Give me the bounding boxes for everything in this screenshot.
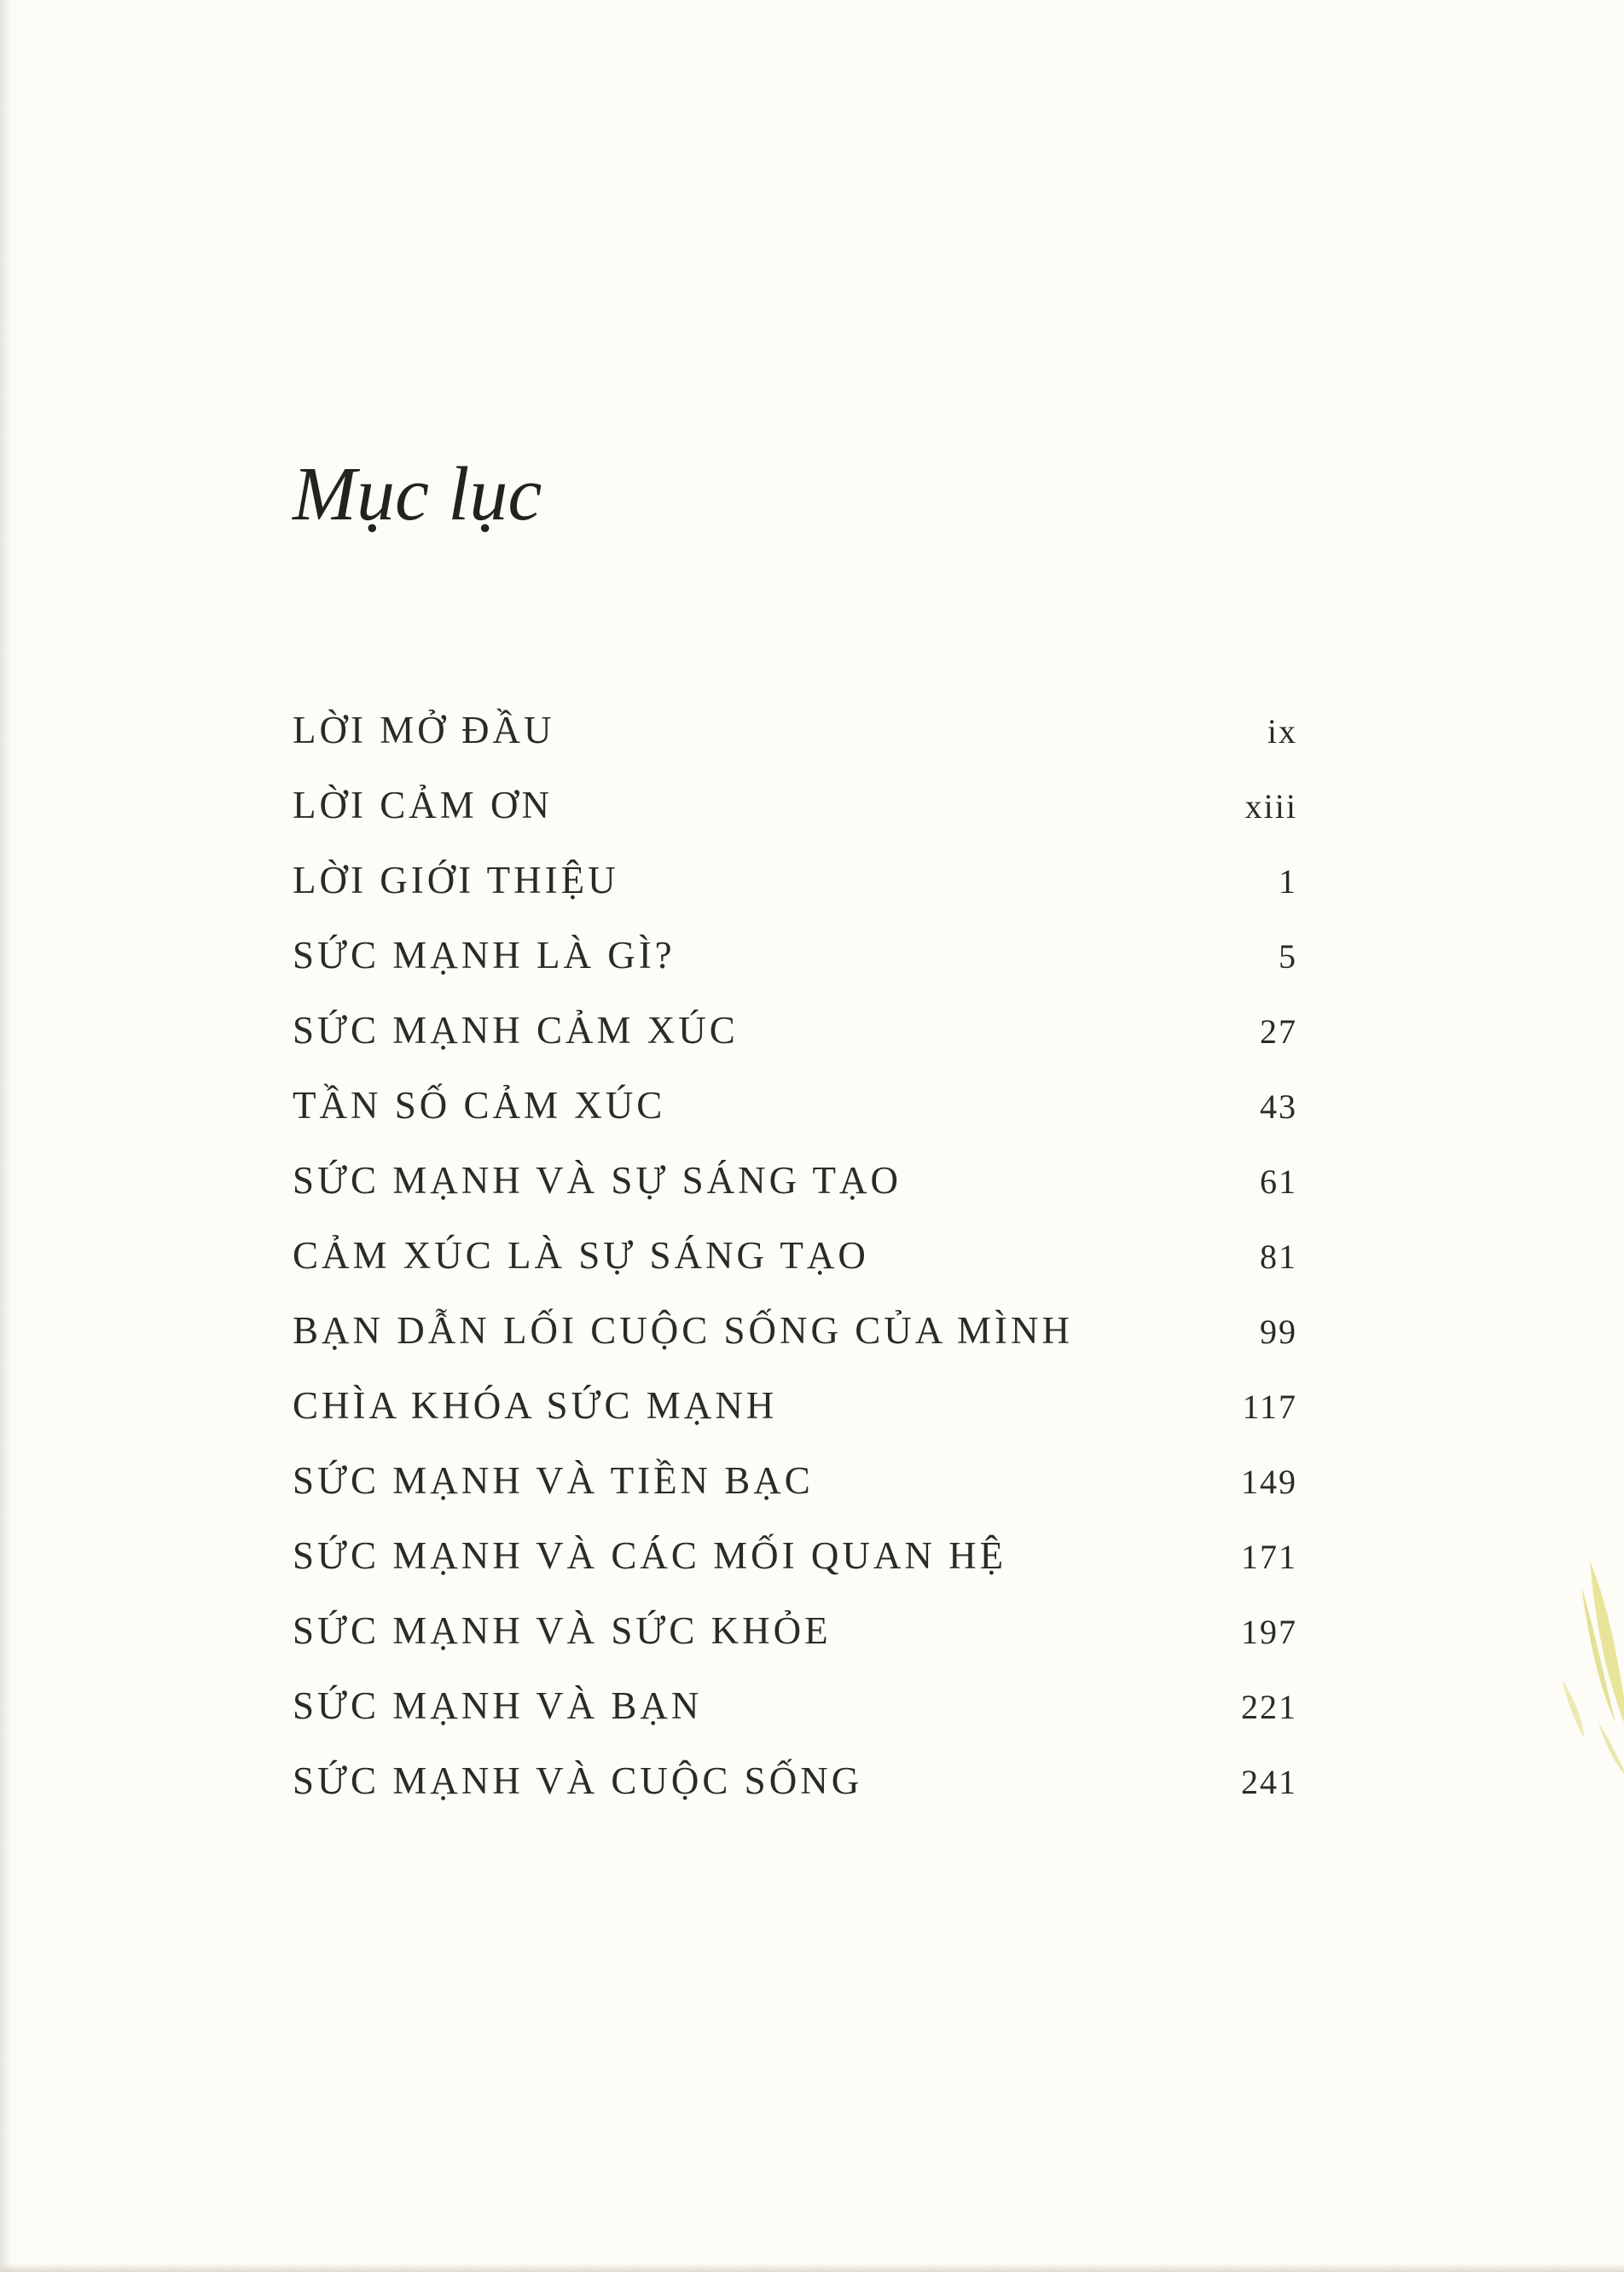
toc-entry-page-number: xiii bbox=[1244, 787, 1297, 826]
toc-entry[interactable] bbox=[293, 855, 1297, 930]
toc-entry-title: CẢM XÚC LÀ SỰ SÁNG TẠO bbox=[293, 1234, 869, 1277]
page-edge-shadow bbox=[0, 0, 12, 2272]
toc-entry-title: SỨC MẠNH VÀ CUỘC SỐNG bbox=[293, 1759, 863, 1802]
toc-entry-page-number: 43 bbox=[1260, 1087, 1297, 1126]
toc-entry[interactable] bbox=[293, 1230, 1297, 1305]
toc-entry-title: LỜI MỞ ĐẦU bbox=[293, 709, 555, 751]
toc-entry[interactable] bbox=[293, 1005, 1297, 1080]
toc-entry-page-number: 1 bbox=[1279, 862, 1297, 901]
toc-entry-page-number: 81 bbox=[1260, 1237, 1297, 1276]
page-bottom-shadow bbox=[0, 2263, 1624, 2272]
toc-entry[interactable] bbox=[293, 1155, 1297, 1230]
toc-entry[interactable] bbox=[293, 1380, 1297, 1455]
toc-entry-title: SỨC MẠNH VÀ SỨC KHỎE bbox=[293, 1609, 832, 1652]
toc-entry-page-number: 197 bbox=[1241, 1613, 1297, 1651]
toc-entry-title: SỨC MẠNH VÀ BẠN bbox=[293, 1684, 703, 1727]
toc-entry-title: CHÌA KHÓA SỨC MẠNH bbox=[293, 1384, 778, 1427]
toc-entry-title: SỨC MẠNH CẢM XÚC bbox=[293, 1009, 739, 1052]
toc-entry-title: SỨC MẠNH VÀ CÁC MỐI QUAN HỆ bbox=[293, 1534, 1007, 1577]
leaf-illustration bbox=[1556, 1552, 1624, 1774]
toc-entry-title: BẠN DẪN LỐI CUỘC SỐNG CỦA MÌNH bbox=[293, 1309, 1074, 1352]
toc-entry-title: SỨC MẠNH VÀ TIỀN BẠC bbox=[293, 1459, 814, 1502]
toc-entry[interactable] bbox=[293, 1530, 1297, 1605]
toc-entry[interactable] bbox=[293, 1755, 1297, 1830]
toc-entry[interactable] bbox=[293, 1605, 1297, 1680]
toc-entry-page-number: 241 bbox=[1241, 1763, 1297, 1801]
toc-entry-page-number: 27 bbox=[1260, 1012, 1297, 1051]
toc-entry-page-number: 171 bbox=[1241, 1538, 1297, 1576]
toc-entry-page-number: 61 bbox=[1260, 1162, 1297, 1201]
toc-entry[interactable] bbox=[293, 1680, 1297, 1755]
toc-entry-page-number: 221 bbox=[1241, 1688, 1297, 1726]
toc-entry-page-number: 149 bbox=[1241, 1463, 1297, 1501]
toc-entry-title: TẦN SỐ CẢM XÚC bbox=[293, 1084, 666, 1127]
toc-entry-title: LỜI GIỚI THIỆU bbox=[293, 859, 619, 901]
toc-entry[interactable] bbox=[293, 1080, 1297, 1155]
toc-entry[interactable] bbox=[293, 930, 1297, 1005]
toc-entry[interactable] bbox=[293, 704, 1297, 780]
toc-entry[interactable] bbox=[293, 1455, 1297, 1530]
toc-entry-title: SỨC MẠNH VÀ SỰ SÁNG TẠO bbox=[293, 1159, 902, 1202]
page-title: Mục lục bbox=[293, 452, 542, 536]
table-of-contents bbox=[293, 704, 1297, 1830]
toc-entry[interactable] bbox=[293, 1305, 1297, 1380]
toc-entry-title: SỨC MẠNH LÀ GÌ? bbox=[293, 934, 676, 977]
toc-entry-page-number: 5 bbox=[1279, 937, 1297, 976]
toc-entry-title: LỜI CẢM ƠN bbox=[293, 784, 553, 826]
toc-entry[interactable] bbox=[293, 780, 1297, 855]
toc-entry-page-number: 117 bbox=[1242, 1388, 1297, 1426]
toc-entry-page-number: 99 bbox=[1260, 1313, 1297, 1351]
toc-entry-page-number: ix bbox=[1267, 712, 1297, 751]
